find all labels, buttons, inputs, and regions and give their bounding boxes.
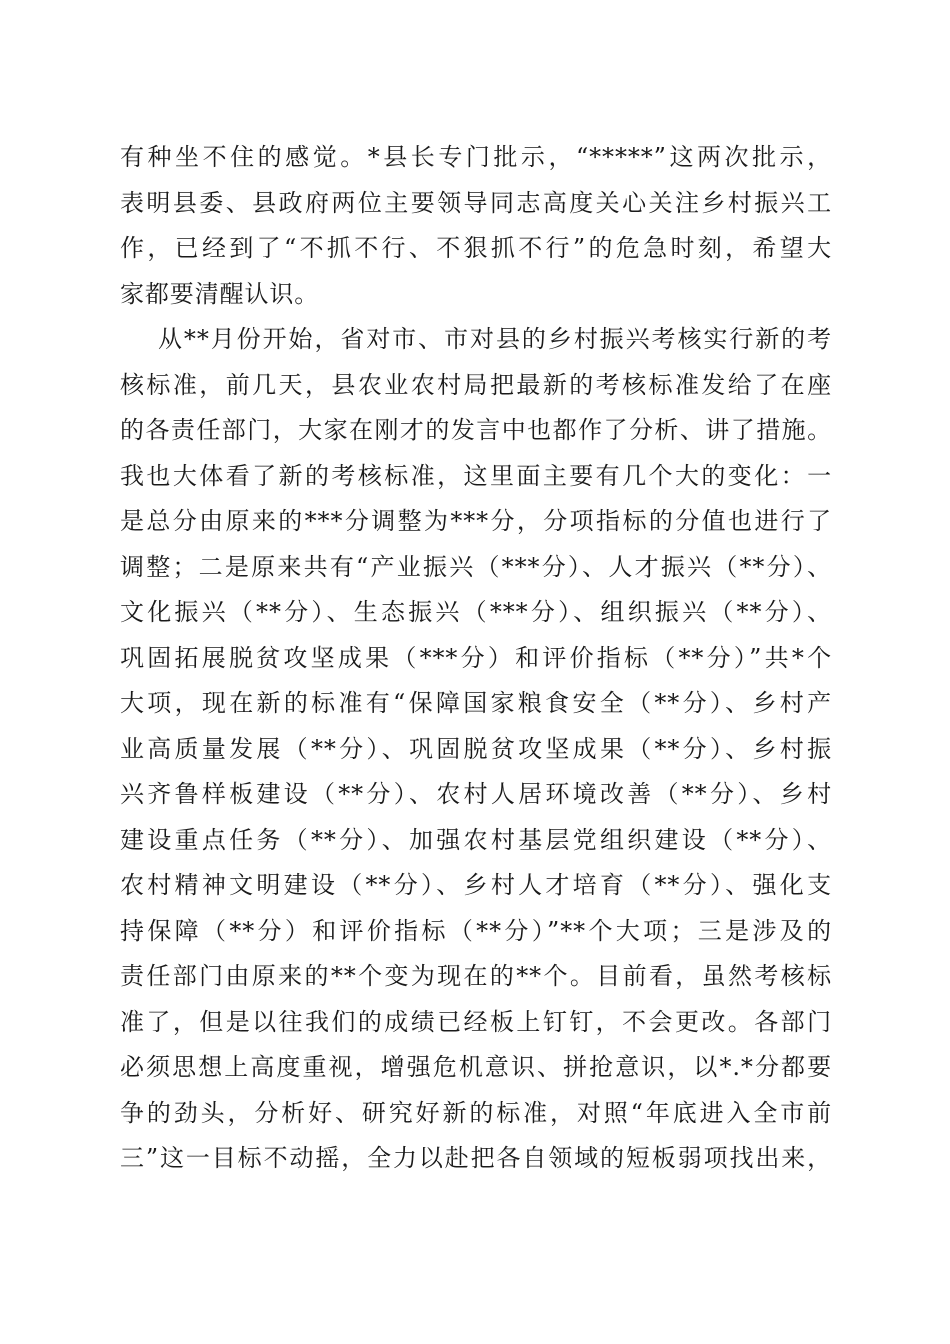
text-line: 有种坐不住的感觉。*县长专门批示，“*****”这两次批示， — [120, 143, 832, 171]
text-line: 家都要清醒认识。 — [120, 279, 320, 308]
text-line: 建设重点任务（**分）、加强农村基层党组织建设（**分）、 — [120, 825, 832, 854]
text-line: 责任部门由原来的**个变为现在的**个。目前看，虽然考核标 — [120, 962, 832, 990]
text-line: 作，已经到了“不抓不行、不狠抓不行”的危急时刻，希望大 — [120, 234, 832, 262]
text-line: 三”这一目标不动摇，全力以赴把各自领域的短板弱项找出来， — [120, 1144, 832, 1172]
text-line: 业高质量发展（**分）、巩固脱贫攻坚成果（**分）、乡村振 — [120, 734, 832, 763]
text-line: 农村精神文明建设（**分）、乡村人才培育（**分）、强化支 — [120, 871, 832, 899]
text-line: 调整；二是原来共有“产业振兴（***分）、人才振兴（**分）、 — [120, 552, 832, 581]
body-text — [120, 135, 832, 1182]
text-line: 持保障（**分）和评价指标（**分）”**个大项；三是涉及的 — [120, 916, 832, 945]
text-line: 核标准，前几天，县农业农村局把最新的考核标准发给了在座 — [120, 370, 832, 399]
text-line: 我也大体看了新的考核标准，这里面主要有几个大的变化：一 — [120, 461, 832, 490]
text-line: 大项，现在新的标准有“保障国家粮食安全（**分）、乡村产 — [120, 689, 832, 717]
text-line: 兴齐鲁样板建设（**分）、农村人居环境改善（**分）、乡村 — [120, 780, 832, 808]
text-line: 争的劲头，分析好、研究好新的标准，对照“年底进入全市前 — [120, 1098, 832, 1127]
text-line: 必须思想上高度重视，增强危机意识、拼抢意识，以*.*分都要 — [120, 1053, 832, 1081]
text-line: 是总分由原来的***分调整为***分，分项指标的分值也进行了 — [120, 507, 832, 535]
text-line: 准了，但是以往我们的成绩已经板上钉钉，不会更改。各部门 — [120, 1007, 832, 1036]
text-line: 巩固拓展脱贫攻坚成果（***分）和评价指标（**分）”共*个 — [120, 643, 832, 672]
text-line: 表明县委、县政府两位主要领导同志高度关心关注乡村振兴工 — [120, 188, 832, 217]
text-line-paragraph-start: 从**月份开始，省对市、市对县的乡村振兴考核实行新的考 — [158, 325, 832, 353]
text-line: 的各责任部门，大家在刚才的发言中也都作了分析、讲了措施。 — [120, 416, 832, 444]
text-line: 文化振兴（**分）、生态振兴（***分）、组织振兴（**分）、 — [120, 598, 832, 626]
